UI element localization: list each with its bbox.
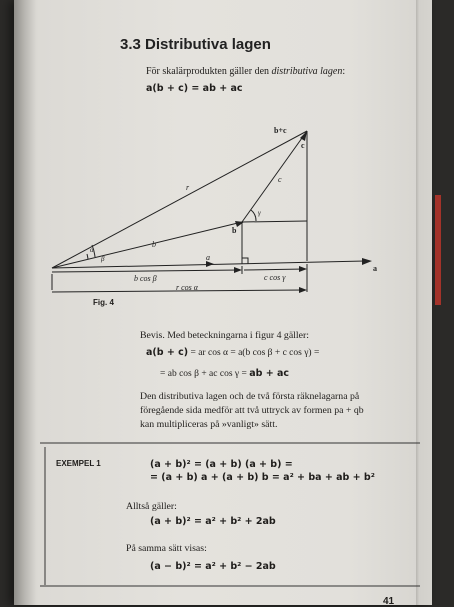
example-same-label: På samma sätt visas:	[126, 543, 207, 554]
label-a-len: a	[206, 253, 210, 262]
c-base-line	[242, 221, 307, 222]
c-cos-gamma-line	[244, 269, 305, 270]
label-b-len: b	[152, 240, 156, 249]
label-b-cos-beta: b cos β	[134, 274, 157, 283]
page-number: 41	[383, 596, 395, 607]
figure-label: Fig. 4	[93, 298, 114, 307]
right-angle-mark-1	[242, 258, 248, 264]
label-a-vec: a	[373, 264, 377, 273]
example-eq-3: (a + b)² = a² + b² + 2ab	[150, 516, 276, 527]
example-eq-2: = (a + b) a + (a + b) b = a² + ba + ab + b²	[150, 472, 375, 483]
c-cos-gamma-arrow	[299, 266, 307, 272]
b-cos-beta-arrow	[234, 267, 242, 273]
proof-line-2-bold: ab + ac	[249, 368, 290, 379]
label-c-len: c	[278, 175, 282, 184]
example-also-label: Alltså gäller:	[126, 501, 177, 512]
paragraph-line-2: föregående sida medför att två uttryck av formen pa + qb	[140, 405, 364, 416]
label-c-cos-gamma: c cos γ	[264, 273, 286, 282]
distributive-law: a(b + c) = ab + ac	[146, 83, 243, 94]
b-cos-beta-line	[52, 270, 240, 272]
intro-text-em: distributiva lagen	[271, 66, 343, 77]
label-beta: β	[101, 255, 105, 263]
paragraph-line-1: Den distributiva lagen och de två första räknelagarna på	[140, 391, 360, 402]
example-eq-4: (a − b)² = a² + b² − 2ab	[150, 561, 276, 572]
label-c-vec: c	[301, 141, 305, 150]
r-cos-alpha-arrow	[299, 287, 307, 293]
label-b-plus-c: b+c	[274, 126, 287, 135]
label-r: r	[186, 183, 190, 192]
proof-intro: Bevis. Med beteckningarna i figur 4 gäller:	[140, 330, 309, 341]
example-label: EXEMPEL 1	[56, 459, 101, 468]
label-b-vec: b	[232, 226, 237, 235]
proof-line-2	[160, 368, 289, 379]
label-gamma: γ	[258, 209, 261, 217]
label-r-cos-alpha: r cos α	[176, 283, 198, 292]
beta-arc	[87, 254, 88, 259]
gamma-arc	[251, 210, 256, 221]
intro-text-pre: För skalärprodukten gäller den	[146, 66, 272, 77]
proof-line-2-text: = ab cos β + ac cos γ =	[160, 369, 250, 379]
intro-text-post: :	[342, 66, 346, 77]
label-alpha: α	[90, 246, 94, 254]
c-vector	[242, 131, 307, 222]
a-arrow-head	[362, 258, 372, 265]
section-title: 3.3 Distributiva lagen	[120, 36, 271, 53]
paragraph-line-3: kan multipliceras på »vanligt» sätt.	[140, 419, 278, 430]
proof-line-1-rhs: = ar cos α = a(b cos β + c cos γ) =	[188, 348, 320, 358]
proof-line-1-lhs: a(b + c)	[146, 347, 189, 358]
b-vector	[52, 222, 242, 268]
proof-line-1	[146, 347, 319, 358]
example-eq-1: (a + b)² = (a + b) (a + b) =	[150, 459, 293, 470]
